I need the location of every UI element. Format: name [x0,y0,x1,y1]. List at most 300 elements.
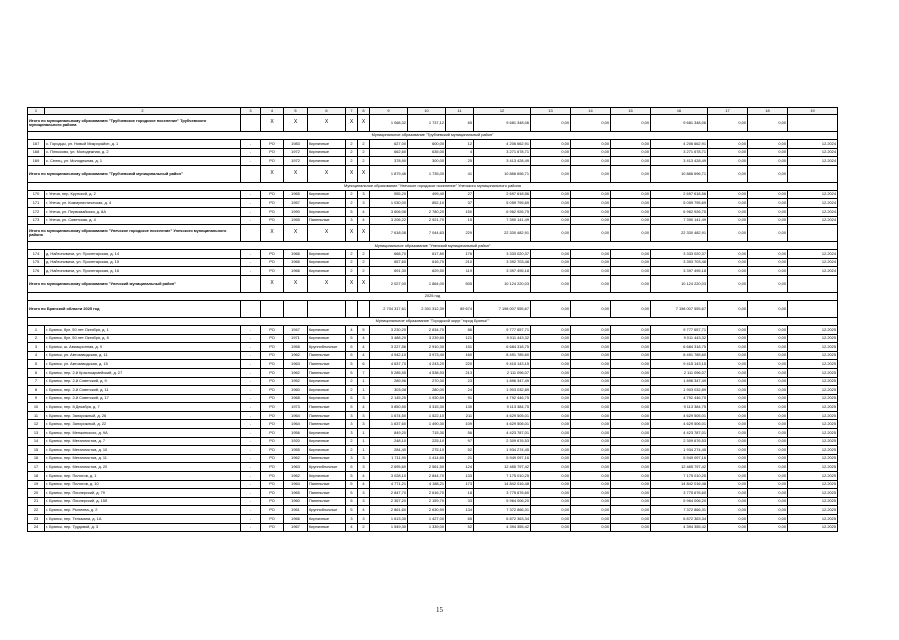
table-row [28,472,838,481]
table-row [28,523,838,532]
subtotal-label: Итого по муниципальному образованию "Унечский муниципальный район" [28,275,241,292]
table-cell: 0,00 [571,225,611,242]
table-cell: 3 239,60 [408,334,446,343]
table-cell: - [241,523,261,532]
table-cell: Панельные [308,489,346,498]
table-cell: 3 413 428,49 [651,157,708,166]
table-cell: 13 [28,429,45,438]
table-cell: г. Брянск, ул. Автозаводская, д. 15 [45,360,241,369]
table-cell: 0,00 [571,207,611,216]
table-cell: 3 [358,411,370,420]
table-cell: 0,00 [611,472,651,481]
table-cell: 2 145,25 [370,394,408,403]
table-cell: 1960 [284,497,308,506]
table-cell: г. Брянск, пер. Запорожный, д. 22 [45,420,241,429]
table-cell: - [241,360,261,369]
table-cell: 1957 [284,199,308,208]
table-cell: 121 [446,334,474,343]
table-cell: 2 [346,446,358,455]
table-cell: 9 113 384,75 [651,403,708,412]
table-cell: 8 [28,386,45,395]
table-cell: 617,80 [408,250,446,259]
page-number: 15 [436,606,443,614]
table-cell [241,300,261,317]
table-cell [241,225,261,242]
table-cell: 4 [358,506,370,515]
table-cell: 0,00 [571,386,611,395]
table-cell: г. Брянск, бул. 50 лет Октября, д. 1 [45,325,241,334]
table-cell: 12.2025 [788,480,838,489]
table-cell: 130 [446,403,474,412]
table-cell: 0,00 [708,454,748,463]
table-cell: Панельные [308,368,346,377]
table-row [28,411,838,420]
table-cell: Кирпичные [308,157,346,166]
table-cell: 0,00 [571,403,611,412]
table-cell: 1 522,10 [408,411,446,420]
table-cell: 0,00 [611,140,651,149]
table-cell: 1971 [284,334,308,343]
table-cell: 12.2024 [788,140,838,149]
table-cell: 12.2024 [788,258,838,267]
table-cell: РО [261,480,284,489]
table-cell: 0,00 [611,429,651,438]
table-cell: 4 [346,325,358,334]
table-cell: 5 [346,368,358,377]
table-cell: 4 [358,351,370,360]
table-cell: 20 [28,489,45,498]
table-row [28,480,838,489]
table-cell: 0,00 [531,300,571,317]
table-row [28,437,838,446]
table-cell: Крупноблочные [308,463,346,472]
table-cell: 0,00 [571,190,611,199]
table-cell: 657,60 [370,258,408,267]
table-cell: д. Найтоповичи, ул. Пролетарская, д. 15 [45,258,241,267]
column-number: 6 [308,108,346,115]
table-cell: Кирпичные [308,190,346,199]
subtotal-row [28,165,838,182]
table-cell: - [241,343,261,352]
table-cell: 5 059 795,69 [651,199,708,208]
table-cell: 4 637,70 [370,360,408,369]
table-cell: 12.2025 [788,334,838,343]
table-cell: 5 964 006,20 [474,497,531,506]
table-cell: 3 973,40 [408,351,446,360]
table-cell: 1 930,59 [408,394,446,403]
table-cell: 0,00 [611,463,651,472]
table-cell: 0,00 [708,300,748,317]
table-cell: 5 [346,497,358,506]
table-cell: г. Брянск, пер. 2-й Красноармейский, д. 27 [45,368,241,377]
table-cell: 1 879,46 [370,165,408,182]
table-cell: 12.2025 [788,394,838,403]
table-cell: 9 011 443,32 [474,334,531,343]
table-cell: с. Городцы, ул. Новый Микрорайон, д. 1 [45,140,241,149]
table-cell: 0,00 [708,463,748,472]
table-cell: 213 [446,368,474,377]
table-cell: 0,00 [611,343,651,352]
table-cell: 4 538,93 [408,368,446,377]
table-cell: 4 394 355,42 [651,523,708,532]
table-cell: 12 485 797,42 [474,463,531,472]
table-cell: 3 488,20 [370,334,408,343]
table-cell: РО [261,351,284,360]
table-cell: X [261,165,284,182]
table-cell: 6 [358,360,370,369]
table-cell: 4 206 662,91 [474,140,531,149]
table-cell: Кирпичные [308,140,346,149]
capital-repair-table [27,107,838,532]
table-cell: Кирпичные [308,258,346,267]
table-cell: РО [261,216,284,225]
table-cell: 4 206 662,91 [651,140,708,149]
table-row [28,140,838,149]
table-cell: 0,00 [531,115,571,132]
table-cell: 0,00 [748,267,788,276]
table-cell: 0,00 [748,497,788,506]
table-cell [308,300,346,317]
table-cell: 5 [346,403,358,412]
table-row [28,360,838,369]
table-cell: - [241,394,261,403]
table-cell: 0,00 [748,515,788,524]
table-cell: 23 [28,515,45,524]
table-cell: 0,00 [531,394,571,403]
table-cell: 0,00 [531,351,571,360]
table-cell: 1 737,12 [408,115,446,132]
table-cell: 9 415 143,15 [651,360,708,369]
table-cell: РО [261,157,284,166]
table-cell: 7 [28,377,45,386]
table-row [28,454,838,463]
table-cell: 0,00 [611,420,651,429]
table-cell: 9 681 348,06 [474,115,531,132]
table-cell: 0,00 [571,472,611,481]
table-cell: 2 027,00 [370,275,408,292]
table-cell: 89 674 [446,300,474,317]
table-row [28,386,838,395]
table-cell: 4 792 446,75 [474,394,531,403]
table-cell: 0,00 [708,207,748,216]
table-cell: Кирпичные [308,199,346,208]
table-cell: 12.2025 [788,515,838,524]
table-cell: Кирпичные [308,267,346,276]
table-cell: г. Брянск, пер. Запорожный, д. 26 [45,411,241,420]
table-cell: 0,00 [531,190,571,199]
table-cell: 12.2025 [788,446,838,455]
table-cell: 7 175 010,25 [474,472,531,481]
table-cell: 12.2025 [788,343,838,352]
table-cell: 0,00 [708,360,748,369]
table-cell: 1 674,50 [370,411,408,420]
table-cell: 1963 [284,463,308,472]
table-cell: 7 390 141,49 [651,216,708,225]
table-cell: 0,00 [531,368,571,377]
table-cell: 1965 [284,190,308,199]
table-cell: 627,00 [370,140,408,149]
section-heading-row [28,317,838,325]
table-cell: 22 330 482,91 [474,225,531,242]
table-cell: 0,00 [708,216,748,225]
table-cell: 2 616,70 [408,489,446,498]
table-cell: 0,00 [748,207,788,216]
table-cell: г. Брянск, пер. 2-й Советский, д. 17 [45,394,241,403]
table-cell: X [358,275,370,292]
table-cell: РО [261,497,284,506]
table-cell: 174 [28,250,45,259]
section-heading: Муниципальное образование "Унечское городское поселение" Унечского муниципального района [28,182,838,190]
table-cell: 0,00 [708,394,748,403]
table-cell: X [261,275,284,292]
table-cell: г. Брянск, бул. 50 лет Октября, д. 8 [45,334,241,343]
table-cell: 3 397 495,18 [474,267,531,276]
table-cell: 4 394 355,42 [474,523,531,532]
table-cell: 4 771,21 [370,480,408,489]
table-cell [788,165,838,182]
table-cell: 0,00 [531,267,571,276]
table-cell: - [241,258,261,267]
table-cell: X [308,165,346,182]
table-cell: 715,30 [408,429,446,438]
table-cell: 3 230,20 [370,325,408,334]
table-cell: 0,00 [611,360,651,369]
table-cell: 2 [346,386,358,395]
table-cell: 3 [346,454,358,463]
table-cell: 3 333 020,37 [651,250,708,259]
table-cell: 2 921,70 [408,216,446,225]
table-cell: 0,00 [531,515,571,524]
table-cell: 0,00 [571,394,611,403]
table-cell: 0,00 [708,258,748,267]
table-cell: РО [261,377,284,386]
table-cell: - [241,446,261,455]
subtotal-label: Итого по муниципальному образованию "Унечское городское поселение" Унечского муниципального района [28,225,241,242]
table-cell: 12.2025 [788,411,838,420]
table-cell: 0,00 [611,207,651,216]
table-cell: 3 850,50 [370,403,408,412]
table-cell: 1 637,60 [370,420,408,429]
table-cell: Кирпичные [308,472,346,481]
table-cell: 2 844,70 [408,472,446,481]
table-cell: 0,00 [571,165,611,182]
table-cell: Панельные [308,420,346,429]
table-cell: 5 [346,506,358,515]
table-cell: 0,00 [571,411,611,420]
table-cell: г. Унеча, ул. Первомайская, д. 8А [45,207,241,216]
table-cell: 1 427,00 [408,515,446,524]
table-cell: 17 [28,463,45,472]
table-cell: 1 896 347,49 [474,377,531,386]
table-cell: X [261,225,284,242]
table-cell: 0,00 [611,368,651,377]
table-cell: 280,00 [408,386,446,395]
table-cell: 0,00 [611,157,651,166]
table-cell: 6 [28,368,45,377]
table-cell: 1962 [284,368,308,377]
table-cell: 160 [446,351,474,360]
table-cell: РО [261,523,284,532]
table-cell: 0,00 [571,506,611,515]
table-cell: 0,00 [708,275,748,292]
table-cell: 12.2025 [788,325,838,334]
table-cell: 21 [28,497,45,506]
table-cell: X [358,115,370,132]
table-cell: Панельные [308,360,346,369]
table-cell: 2 309 676,53 [474,437,531,446]
table-cell: 1990 [284,207,308,216]
table-cell: 134 [446,506,474,515]
table-cell: Кирпичные [308,394,346,403]
table-cell: 4 [358,343,370,352]
column-number: 5 [284,108,308,115]
table-cell: 0,00 [708,225,748,242]
table-cell: 1973 [284,403,308,412]
table-cell: Панельные [308,480,346,489]
table-cell: 668,70 [370,250,408,259]
table-cell: 10 886 696,71 [651,165,708,182]
table-cell: X [308,115,346,132]
subtotal-row [28,225,838,242]
table-cell: г. Брянск, пер. 2-й Советский, д. 11 [45,386,241,395]
table-cell: Кирпичные [308,386,346,395]
table-cell: 0,00 [611,377,651,386]
table-cell: 1952 [284,377,308,386]
column-number: 12 [474,108,531,115]
table-row [28,368,838,377]
table-cell: 6 684 318,75 [474,343,531,352]
table-cell: 849,20 [370,429,408,438]
table-cell: 4 [358,207,370,216]
table-cell: 2 [346,250,358,259]
table-cell: 22 [28,506,45,515]
table-cell: 7 372 866,31 [474,506,531,515]
table-cell: 5 [346,463,358,472]
table-cell: 5 949 097,16 [474,454,531,463]
table-cell: 0,00 [531,258,571,267]
table-cell: 0,00 [611,489,651,498]
table-cell: 1 [358,446,370,455]
table-cell: 4 [358,480,370,489]
table-row [28,420,838,429]
table-cell: РО [261,250,284,259]
table-cell: г. Брянск, пер. Пилотов, д. 1 [45,472,241,481]
table-cell: 0,00 [708,472,748,481]
table-cell: 1 339,00 [408,523,446,532]
table-cell: 6 872 363,34 [651,515,708,524]
table-cell: 0,00 [708,429,748,438]
table-cell: 0,00 [531,420,571,429]
table-cell: 0,00 [748,420,788,429]
table-cell: 10 124 220,03 [651,275,708,292]
section-heading: 2025 год [28,292,838,300]
table-cell: 0,00 [531,225,571,242]
table-cell: 0,00 [611,258,651,267]
table-cell: 0,00 [748,480,788,489]
table-cell: 0,00 [531,199,571,208]
table-cell: 5 285,55 [370,368,408,377]
table-cell: 12.2024 [788,207,838,216]
table-cell: 3 [346,429,358,438]
table-cell: 0,00 [571,497,611,506]
table-cell: РО [261,429,284,438]
column-number: 17 [708,108,748,115]
table-cell: 2 [358,148,370,157]
table-cell: 1961 [284,506,308,515]
table-cell: 175 [28,258,45,267]
table-cell: 0,00 [611,386,651,395]
table-cell: - [241,454,261,463]
table-cell: 0,00 [611,523,651,532]
table-cell: 4 942,10 [370,351,408,360]
table-cell: РО [261,515,284,524]
table-cell: 499,40 [408,190,446,199]
table-cell: г. Унеча, ул. Советская, д. 4 [45,216,241,225]
table-cell: 3 [358,190,370,199]
table-cell: 1967 [284,523,308,532]
table-row [28,216,838,225]
table-cell: 0,00 [571,275,611,292]
table-cell: 4 792 446,75 [651,394,708,403]
table-cell: 303,08 [370,386,408,395]
section-heading: Муниципальное образование "Трубчевский муниципальный район" [28,132,838,140]
table-cell: 0,00 [708,190,748,199]
table-cell: 11 [28,411,45,420]
table-cell: 7 175 010,25 [651,472,708,481]
table-cell: 0,00 [611,437,651,446]
table-cell: 3 [346,411,358,420]
table-cell: 270,30 [408,377,446,386]
table-cell: 0,00 [748,157,788,166]
table-cell: 12.2025 [788,523,838,532]
table-cell: - [241,377,261,386]
table-cell: 5 059 795,69 [474,199,531,208]
table-cell: г. Брянск, ш. Авиационная, д. 9 [45,343,241,352]
table-cell: 0,00 [531,360,571,369]
table-cell: 0,00 [571,429,611,438]
table-cell: 12.2024 [788,148,838,157]
table-cell: 2 [346,377,358,386]
table-cell: Кирпичные [308,325,346,334]
table-cell [241,165,261,182]
table-cell: 1 [358,429,370,438]
table-cell: 0,00 [571,377,611,386]
table-cell: - [241,480,261,489]
table-cell: 0,00 [531,148,571,157]
table-cell: 0,00 [531,437,571,446]
table-cell: 171 [28,199,45,208]
table-cell: 0,00 [748,411,788,420]
table-cell: 86 [446,325,474,334]
table-cell: РО [261,506,284,515]
table-cell: 0,00 [748,506,788,515]
table-cell: 0,00 [708,523,748,532]
table-cell: X [358,165,370,182]
table-cell [261,300,284,317]
table-cell: 629,50 [408,267,446,276]
table-row [28,157,838,166]
table-cell: 25 [446,157,474,166]
subtotal-label: Итого по Брянской области 2025 год [28,300,241,317]
table-cell: 5 [346,360,358,369]
table-cell: 1958 [284,343,308,352]
table-cell: г. Брянск, пер. Пионерский, д. 15б [45,497,241,506]
table-cell: 4 [446,148,474,157]
table-cell: 1962 [284,472,308,481]
table-cell: 12.2025 [788,420,838,429]
table-cell: Кирпичные [308,334,346,343]
subtotal-row [28,115,838,132]
